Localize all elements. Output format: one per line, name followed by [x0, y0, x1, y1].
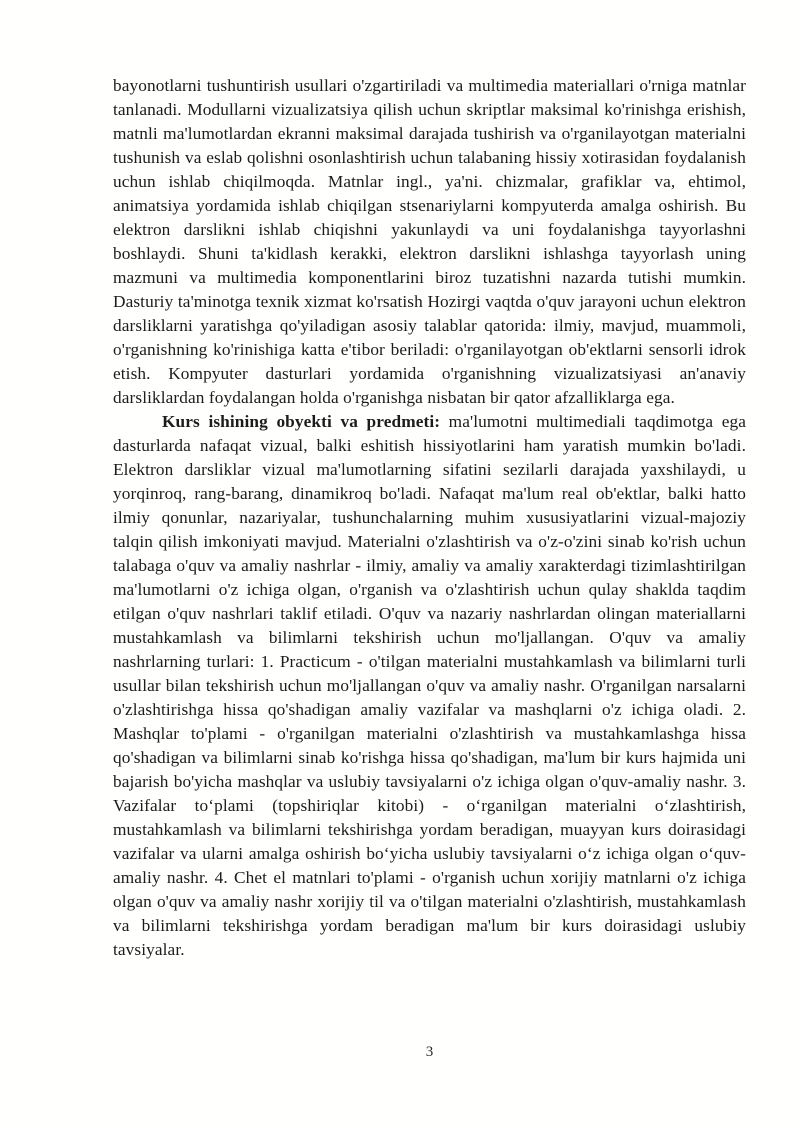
paragraph-continued — [113, 74, 746, 410]
paragraph-text: ma'lumotni multimediali taqdimotga ega dasturlarda nafaqat vizual, balki eshitish hissiyotlarini ham yaratish mumkin bo'ladi. Elektron darsliklar vizual ma'lumotlarning sifatini sezilarli darajada yaxshilaydi, u yorqinroq, rang-barang, dinamikroq bo'ladi. Nafaqat ma'lum real ob'ektlar, balki hatto ilmiy qonunlar, nazariyalar, tushunchalarning muhim xususiyatlarini vizual-majoziy talqin qilish imkoniyati mavjud. Materialni o'zlashtirish va o'z-o'zini sinab ko'rish uchun talabaga o'quv va amaliy nashrlar - ilmiy, amaliy va amaliy xarakterdagi tizimlashtirilgan ma'lumotlarni o'z ichiga olgan, o'rganish va o'zlashtirish uchun qulay shaklda taqdim etilgan o'quv nashrlari taklif etiladi. O'quv va nazariy nashrlardan olingan materiallarni mustahkamlash va bilimlarni tekshirish uchun mo'ljallangan. O'quv va amaliy nashrlarning turlari: 1. Practicum - o'tilgan materialni mustahkamlash va bilimlarni turli usullar bilan tekshirish uchun mo'ljallangan o'quv va amaliy nashr. O'rganilgan narsalarni o'zlashtirishga hissa qo'shadigan amaliy vazifalar va mashqlarni o'z ichiga oladi. 2. Mashqlar to'plami - o'rganilgan materialni o'zlashtirish va mustahkamlashga hissa qo'shadigan va bilimlarni sinab ko'rishga hissa qo'shadigan, ma'lum bir kurs hajmida uni bajarish bo'yicha mashqlar va uslubiy tavsiyalarni o'z ichiga olgan o'quv-amaliy nashr. 3. Vazifalar to‘plami (topshiriqlar kitobi) - o‘rganilgan materialni o‘zlashtirish, mustahkamlash va bilimlarni tekshirishga yordam beradigan, muayyan kurs doirasidagi vazifalar va ularni amalga oshirish bo‘yicha uslubiy tavsiyalarni o‘z ichiga olgan o‘quv-amaliy nashr. 4. Chet el matnlari to'plami - o'rganish uchun xorijiy matnlarni o'z ichiga olgan o'quv va amaliy nashr xorijiy til va o'tilgan materialni o'zlashtirish, mustahkamlash va bilimlarni tekshirishga yordam beradigan ma'lum bir kurs doirasidagi uslubiy tavsiyalar. — [113, 412, 746, 959]
paragraph-text: bayonotlarni tushuntirish usullari o'zgartiriladi va multimedia materiallari o'rniga matnlar tanlanadi. Modullarni vizualizatsiya qilish uchun skriptlar maksimal ko'rinishga erishish, matnli ma'lumotlardan ekranni maksimal darajada tushirish va o'rganilayotgan materialni tushunish va eslab qolishni osonlashtirish uchun talabaning hissiy xotirasidan foydalanish uchun ishlab chiqilmoqda. Matnlar ingl., ya'ni. chizmalar, grafiklar va, ehtimol, animatsiya yordamida ishlab chiqilgan stsenariylarni kompyuterda amalga oshirish. Bu elektron darslikni ishlab chiqishni yakunlaydi va uni foydalanishga tayyorlashni boshlaydi. Shuni ta'kidlash kerakki, elektron darslikni ishlashga tayyorlash uning mazmuni va multimedia komponentlarini biroz tuzatishni nazarda tutishi mumkin. Dasturiy ta'minotga texnik xizmat ko'rsatish Hozirgi vaqtda o'quv jarayoni uchun elektron darsliklarni yaratishga qo'yiladigan asosiy talablar qatorida: ilmiy, mavjud, muammoli, o'rganishning ko'rinishiga katta e'tibor beriladi: o'rganilayotgan ob'ektlarni sensorli idrok etish. Kompyuter dasturlari yordamida o'rganishning vizualizatsiyasi an'anaviy darsliklardan foydalangan holda o'rganishga nisbatan bir qator afzalliklarga ega. — [113, 76, 746, 407]
paragraph-bold-lead: Kurs ishining obyekti va predmeti: — [162, 412, 441, 431]
paragraph-kurs-ishining — [113, 410, 746, 962]
page-number: 3 — [425, 1044, 434, 1060]
page-body-text — [113, 74, 746, 962]
